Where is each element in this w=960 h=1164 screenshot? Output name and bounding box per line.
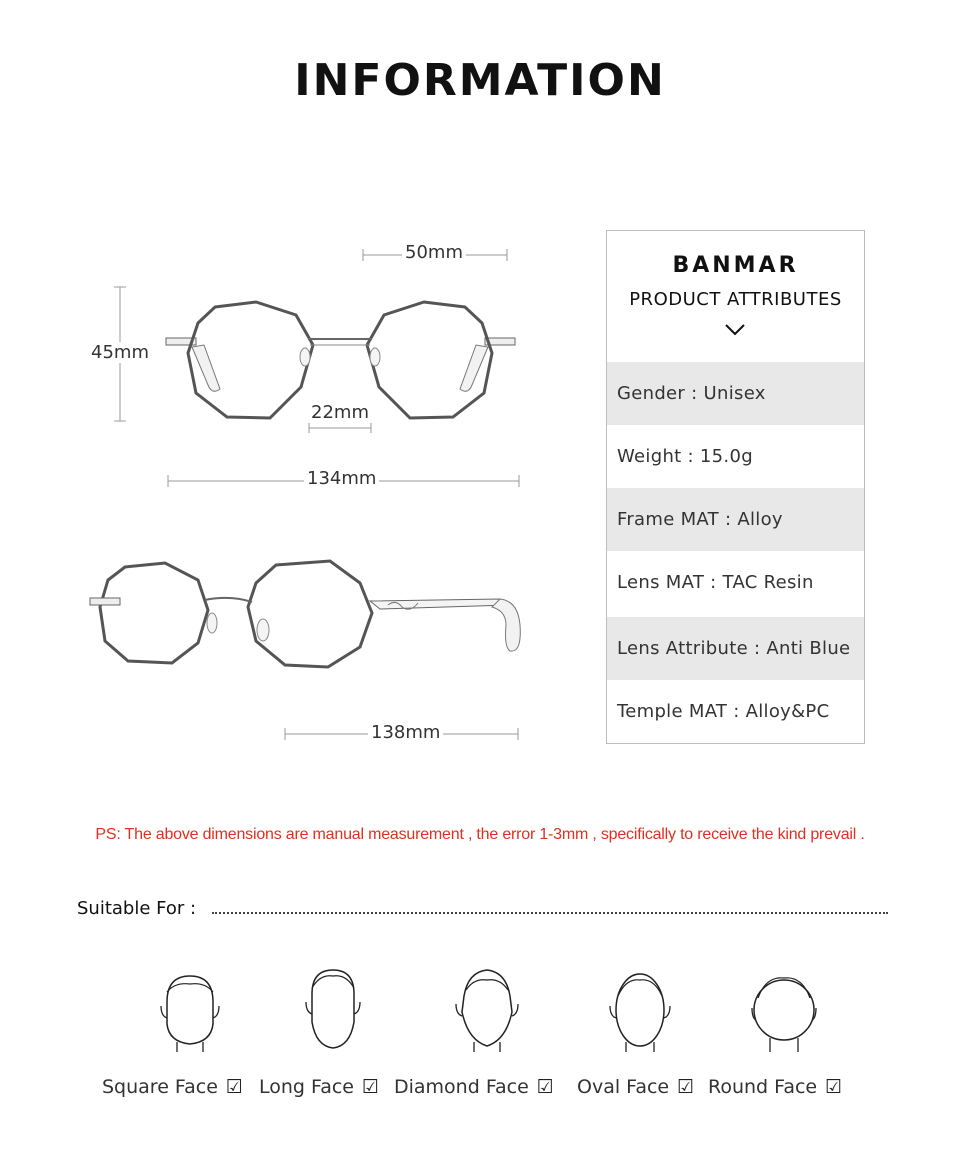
attribute-row-lens-mat: Lens MAT : TAC Resin bbox=[617, 572, 814, 593]
face-option-square bbox=[102, 1076, 243, 1098]
measurement-note: PS: The above dimensions are manual measurement , the error 1-3mm , specifically to receive the kind prevail . bbox=[95, 826, 865, 843]
face-option-round bbox=[708, 1076, 842, 1098]
temple-length-label: 138mm bbox=[368, 722, 443, 743]
face-label: Square Face bbox=[102, 1076, 218, 1098]
dotted-leader bbox=[212, 912, 888, 914]
checkbox-checked-icon: ☑ bbox=[361, 1076, 380, 1098]
lens-width-label: 50mm bbox=[402, 242, 466, 263]
page-title: INFORMATION bbox=[294, 55, 666, 106]
face-label: Round Face bbox=[708, 1076, 818, 1098]
checkbox-checked-icon: ☑ bbox=[825, 1076, 843, 1098]
attribute-row-weight: Weight : 15.0g bbox=[617, 446, 753, 467]
frame-width-label: 134mm bbox=[304, 468, 379, 489]
product-attributes-panel bbox=[606, 230, 865, 744]
lens-height-label: 45mm bbox=[88, 342, 152, 363]
glasses-side-diagram bbox=[80, 555, 540, 755]
face-option-oval bbox=[577, 1076, 694, 1098]
attribute-row-temple-mat: Temple MAT : Alloy&PC bbox=[617, 701, 830, 722]
round-face-icon bbox=[748, 968, 820, 1054]
attributes-heading: PRODUCT ATTRIBUTES bbox=[629, 289, 842, 310]
diamond-face-icon bbox=[450, 966, 524, 1054]
checkbox-checked-icon: ☑ bbox=[536, 1076, 554, 1098]
oval-face-icon bbox=[604, 968, 676, 1054]
attribute-row-gender: Gender : Unisex bbox=[607, 362, 864, 425]
bridge-label: 22mm bbox=[308, 402, 372, 423]
face-option-diamond bbox=[394, 1076, 554, 1098]
checkbox-checked-icon: ☑ bbox=[677, 1076, 695, 1098]
square-face-icon bbox=[155, 972, 225, 1054]
face-label: Oval Face bbox=[577, 1076, 670, 1098]
chevron-down-icon bbox=[723, 323, 747, 337]
attribute-row-lens-attribute: Lens Attribute : Anti Blue bbox=[607, 617, 864, 680]
brand-logo: BANMAR bbox=[672, 253, 799, 278]
face-option-long bbox=[259, 1076, 379, 1098]
suitable-for-label: Suitable For : bbox=[77, 898, 197, 919]
checkbox-checked-icon: ☑ bbox=[225, 1076, 243, 1098]
face-label: Long Face bbox=[259, 1076, 354, 1098]
face-label: Diamond Face bbox=[394, 1076, 529, 1098]
glasses-front-diagram bbox=[80, 235, 550, 495]
long-face-icon bbox=[298, 966, 368, 1054]
attribute-row-frame-mat: Frame MAT : Alloy bbox=[607, 488, 864, 551]
